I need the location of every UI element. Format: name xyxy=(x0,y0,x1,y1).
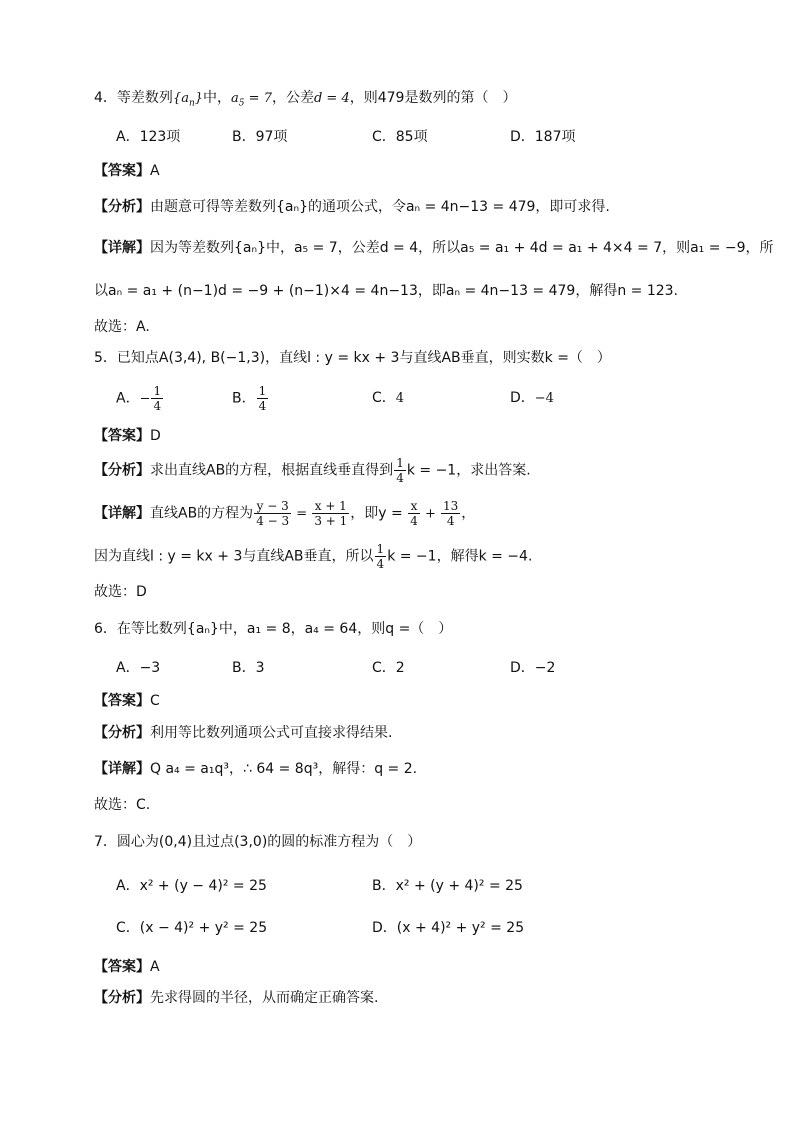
q5-conclusion: 故选：D xyxy=(94,584,147,600)
q4-seq: $\{a_n\}$ xyxy=(172,91,204,109)
q5-option-a: A．− $\frac{1}{4}$ xyxy=(116,384,162,413)
q4-detail-line1: 【详解】因为等差数列{aₙ}中，a₅ = 7，公差d = 4，所以a₅ = a₁ + 4d = a₁ + 4×4 = 7，则a₁ = −9，所 xyxy=(94,240,774,256)
q6-option-b: B．3 xyxy=(232,660,265,676)
q4-option-c: C．85项 xyxy=(372,129,428,145)
q4-analysis: 【分析】由题意可得等差数列{aₙ}的通项公式，令aₙ = 4n−13 = 479，即可求得. xyxy=(94,199,610,215)
q4-option-b: B．97项 xyxy=(232,129,288,145)
q6-answer: 【答案】C xyxy=(94,693,160,709)
q4-option-a: A．123项 xyxy=(116,129,181,145)
q5-analysis: 【分析】求出直线AB的方程，根据直线垂直得到 $\frac{1}{4}$ k = −1，求出答案. xyxy=(94,456,531,485)
q5-answer: 【答案】D xyxy=(94,428,161,444)
q6-stem: 6．在等比数列{aₙ}中，a₁ = 8，a₄ = 64，则q =（ ） xyxy=(94,621,453,637)
q5-option-b: B． $\frac{1}{4}$ xyxy=(232,384,267,413)
q6-detail: 【详解】Q a₄ = a₁q³，∴ 64 = 8q³，解得：q = 2. xyxy=(94,761,418,777)
q6-option-d: D．−2 xyxy=(510,660,556,676)
q5-detail-line2: 因为直线l : y = kx + 3与直线AB垂直，所以 $\frac{1}{4}$ k = −1，解得k = −4. xyxy=(94,542,533,571)
q7-option-a: A．x² + (y − 4)² = 25 xyxy=(116,878,267,894)
q5-detail-line1: 【详解】直线AB的方程为 $\frac{y - 3}{4 - 3}$ = $\frac{x + 1}{3 + 1}$ ，即y = $\frac{x}{4}$ + $\frac{13}{4}$ ， xyxy=(94,499,476,528)
q6-option-c: C．2 xyxy=(372,660,405,676)
q7-option-b: B．x² + (y + 4)² = 25 xyxy=(372,878,523,894)
q6-analysis: 【分析】利用等比数列通项公式可直接求得结果. xyxy=(94,725,393,741)
q7-analysis: 【分析】先求得圆的半径，从而确定正确答案. xyxy=(94,990,379,1006)
q4-conclusion: 故选：A. xyxy=(94,319,150,335)
q5-option-c: C．4 xyxy=(372,390,405,406)
q5-stem: 5．已知点A(3,4), B(−1,3)，直线l : y = kx + 3与直线AB垂直，则实数k =（ ） xyxy=(94,350,611,366)
q7-answer: 【答案】A xyxy=(94,959,160,975)
q6-conclusion: 故选：C. xyxy=(94,797,151,813)
q7-option-c: C．(x − 4)² + y² = 25 xyxy=(116,920,268,936)
q7-option-d: D．(x + 4)² + y² = 25 xyxy=(372,920,525,936)
q4-option-d: D．187项 xyxy=(510,129,576,145)
q4-stem: 4．等差数列$\{a_n\}$中，$a_5 = 7$，公差d = 4，则479是数列的第（ ） xyxy=(94,90,517,109)
q4-answer: 【答案】A xyxy=(94,163,160,179)
q7-stem: 7．圆心为(0,4)且过点(3,0)的圆的标准方程为（ ） xyxy=(94,834,422,850)
q6-option-a: A．−3 xyxy=(116,660,161,676)
q5-option-d: D．−4 xyxy=(510,390,554,406)
q4-detail-line2: 以aₙ = a₁ + (n−1)d = −9 + (n−1)×4 = 4n−13，即aₙ = 4n−13 = 479，解得n = 123. xyxy=(94,283,679,299)
